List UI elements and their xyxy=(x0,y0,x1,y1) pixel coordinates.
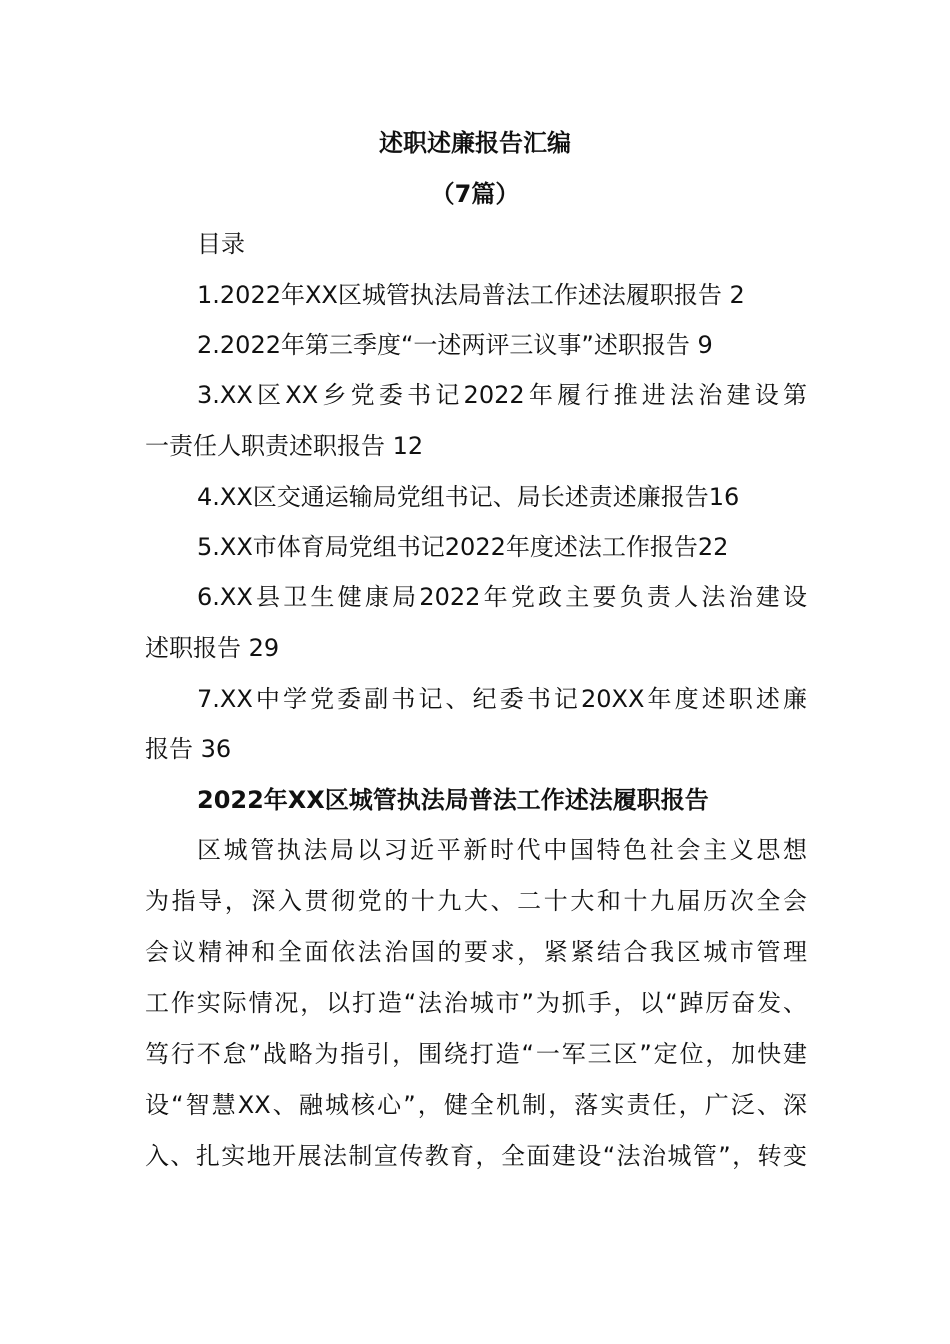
toc-line: 述职报告 29 xyxy=(145,634,280,662)
body-line: 会议精神和全面依法治国的要求，紧紧结合我区城市管理 xyxy=(145,938,807,966)
toc-line: 2.2022年第三季度“一述两评三议事”述职报告 9 xyxy=(197,331,713,359)
body-line: 笃行不怠”战略为指引，围绕打造“一军三区”定位，加快建 xyxy=(145,1040,807,1068)
toc-line: 6.XX县卫生健康局2022年党政主要负责人法治建设 xyxy=(197,583,807,611)
document-subtitle: （7篇） xyxy=(430,180,520,208)
toc-line: 7.XX中学党委副书记、纪委书记20XX年度述职述廉 xyxy=(197,685,807,713)
body-line: 工作实际情况，以打造“法治城市”为抓手，以“踔厉奋发、 xyxy=(145,989,807,1017)
toc-line: 4.XX区交通运输局党组书记、局长述责述廉报告16 xyxy=(197,483,740,511)
toc-line: 1.2022年XX区城管执法局普法工作述法履职报告 2 xyxy=(197,281,745,309)
section-heading: 2022年XX区城管执法局普法工作述法履职报告 xyxy=(197,786,709,814)
body-line: 入、扎实地开展法制宣传教育，全面建设“法治城管”，转变 xyxy=(145,1142,807,1170)
document-title: 述职述廉报告汇编 xyxy=(379,129,571,157)
toc-line: 报告 36 xyxy=(145,735,232,763)
toc-heading: 目录 xyxy=(197,230,245,258)
body-line: 设“智慧XX、融城核心”，健全机制，落实责任，广泛、深 xyxy=(145,1091,807,1119)
body-line: 为指导，深入贯彻党的十九大、二十大和十九届历次全会 xyxy=(145,887,807,915)
toc-line: 一责任人职责述职报告 12 xyxy=(145,432,424,460)
body-line: 区城管执法局以习近平新时代中国特色社会主义思想 xyxy=(197,836,807,864)
toc-line: 3.XX区XX乡党委书记2022年履行推进法治建设第 xyxy=(197,381,807,409)
toc-line: 5.XX市体育局党组书记2022年度述法工作报告22 xyxy=(197,533,729,561)
